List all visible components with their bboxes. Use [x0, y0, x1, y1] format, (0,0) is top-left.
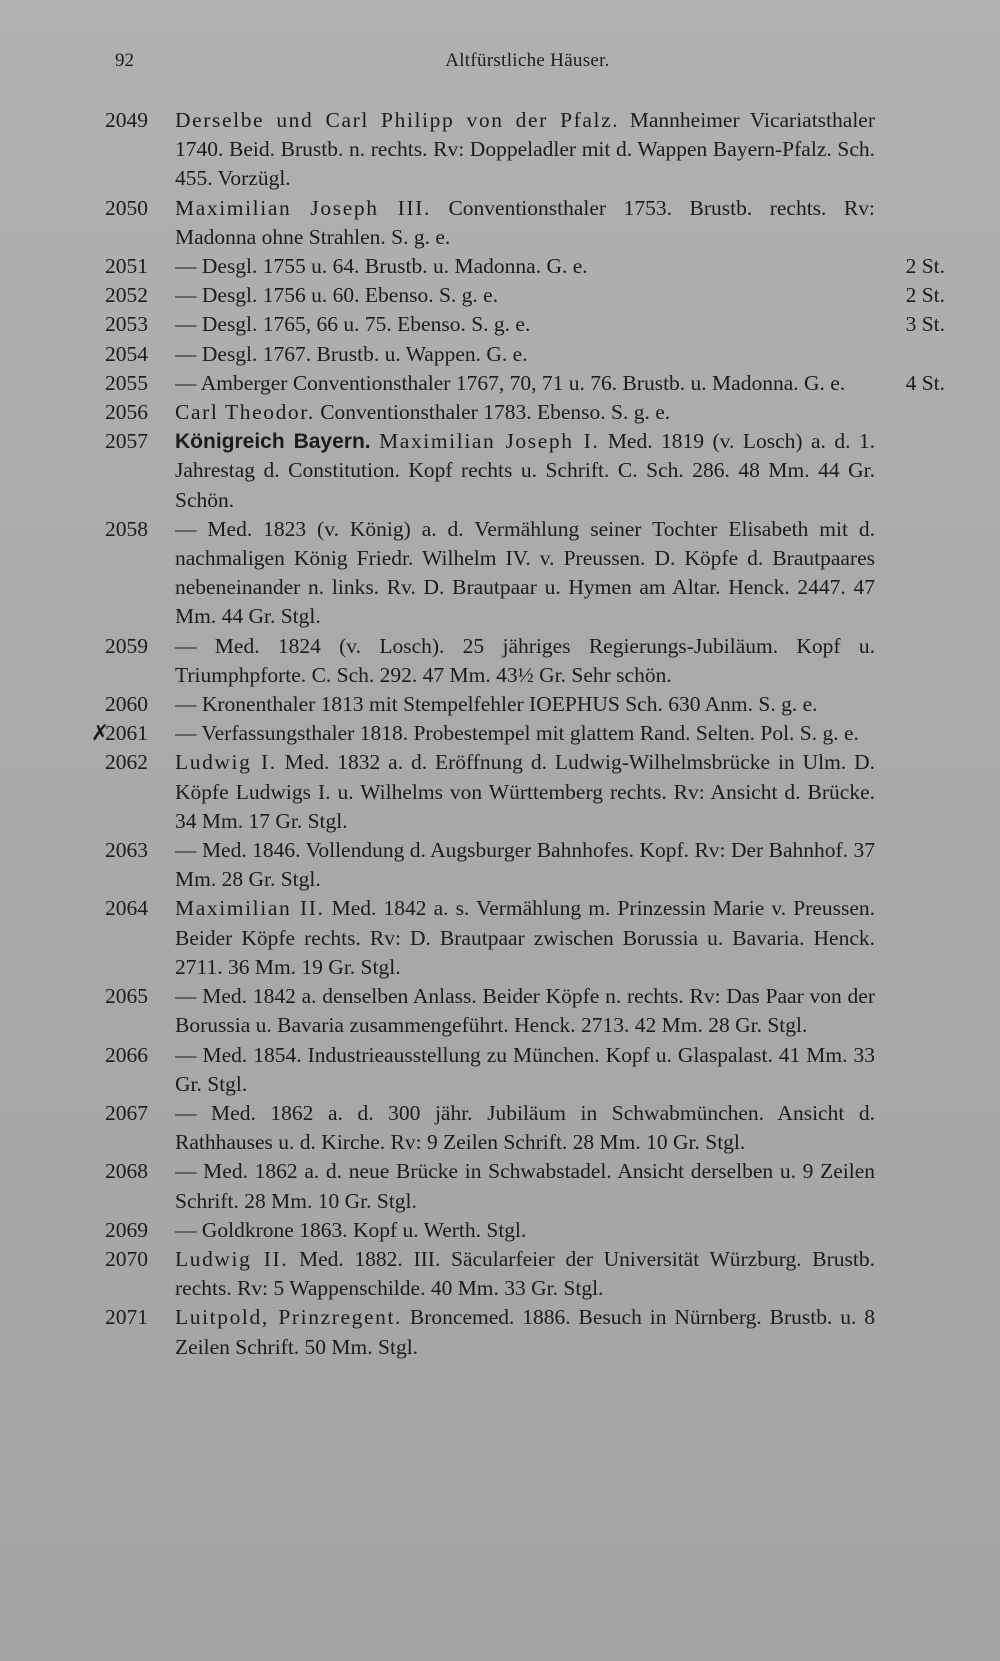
entry-quantity: 4 St. — [905, 370, 945, 395]
entry-text: Conventionsthaler 1783. Ebenso. S. g. e. — [320, 400, 671, 425]
entry-number: 2056 — [105, 400, 148, 425]
ruler-name: Carl Theodor. — [175, 400, 315, 425]
catalog-entry — [105, 1245, 945, 1303]
entry-text: — Med. 1862 a. d. 300 jähr. Jubiläum in Schwabmünchen. Ansicht d. Rathhauses u. d. Kirche. Rv: 9 Zeilen Schrift. 28 Mm. 10 Gr. Stgl. — [175, 1100, 875, 1155]
entry-number: 2057 — [105, 429, 148, 454]
entry-text: — Med. 1824 (v. Losch). 25 jähriges Regierungs-Jubiläum. Kopf u. Triumphpforte. C. Sch. 292. 47 Mm. 43½ Gr. Sehr schön. — [175, 633, 875, 687]
page-number: 92 — [115, 50, 134, 71]
ruler-name: Maximilian Joseph III. — [175, 195, 431, 220]
entry-text: Med. 1832 a. d. Eröffnung d. Ludwig-Wilhelmsbrücke in Ulm. D. Köpfe Ludwigs I. u. Wilhelms von Württemberg rechts. Rv: Ansicht d. Brücke. 34 Mm. 17 Gr. Stgl. — [175, 750, 875, 833]
entry-text: — Desgl. 1756 u. 60. Ebenso. S. g. e. — [175, 283, 499, 308]
catalog-entry — [105, 1041, 945, 1099]
entry-number: 2068 — [105, 1159, 148, 1184]
entry-number: 2070 — [105, 1246, 148, 1271]
catalog-entries — [91, 106, 945, 1362]
entry-number: 2065 — [105, 984, 148, 1009]
page-header — [115, 50, 940, 80]
entry-description — [175, 836, 875, 894]
catalog-entry — [105, 369, 945, 398]
entry-number: 2055 — [105, 370, 148, 395]
entry-description — [175, 632, 875, 690]
entry-text: — Med. 1842 a. denselben Anlass. Beider Köpfe n. rechts. Rv: Das Paar von der Borussia u. Bavaria zusammengeführt. Henck. 2713. 42 Mm. 28 Gr. Stgl. — [175, 984, 875, 1038]
catalog-entry — [105, 1216, 945, 1245]
entry-description — [175, 427, 875, 515]
entry-description — [175, 1099, 875, 1157]
section-heading: Königreich Bayern. — [175, 430, 371, 454]
entry-description — [175, 894, 875, 982]
catalog-entry — [105, 1099, 945, 1157]
entry-number: 2064 — [105, 896, 148, 921]
handwritten-mark: ✗ — [91, 721, 110, 746]
entry-number: 2063 — [105, 838, 148, 863]
catalog-entry — [105, 340, 945, 369]
catalog-entry — [105, 515, 945, 632]
entry-description — [175, 340, 875, 369]
entry-quantity: 3 St. — [905, 312, 945, 337]
entry-description — [175, 310, 875, 339]
entry-description — [175, 1245, 875, 1303]
entry-text: — Verfassungsthaler 1818. Probestempel mit glattem Rand. Selten. Pol. S. g. e. — [175, 721, 859, 746]
entry-description — [175, 1303, 875, 1361]
entry-text: — Kronenthaler 1813 mit Stempelfehler IOEPHUS Sch. 630 Anm. S. g. e. — [175, 692, 818, 717]
catalog-entry — [105, 194, 945, 252]
entry-text: — Desgl. 1755 u. 64. Brustb. u. Madonna. G. e. — [175, 254, 588, 279]
entry-description — [175, 281, 875, 310]
entry-text: — Med. 1846. Vollendung d. Augsburger Bahnhofes. Kopf. Rv: Der Bahnhof. 37 Mm. 28 Gr. Stgl. — [175, 838, 875, 892]
entry-number: 2049 — [105, 108, 148, 132]
entry-number: 2059 — [105, 633, 148, 658]
ruler-name: Ludwig II. — [175, 1246, 289, 1271]
entry-quantity: 2 St. — [905, 254, 945, 279]
entry-description — [175, 369, 875, 398]
entry-text: Conventionsthaler 1753. Brustb. rechts. Rv: Madonna ohne Strahlen. S. g. e. — [175, 195, 876, 249]
entry-description — [175, 719, 875, 748]
entry-description — [175, 194, 875, 252]
ruler-name: Luitpold, Prinzregent. — [175, 1305, 402, 1330]
entry-text: Med. 1819 (v. Losch) a. d. 1. Jahrestag d. Constitution. Kopf rechts u. Schrift. C. Sch. 286. 48 Mm. 44 Gr. Schön. — [175, 429, 876, 512]
catalog-entry — [105, 310, 945, 339]
entry-number: 2054 — [105, 341, 148, 366]
entry-number: 2058 — [105, 516, 148, 541]
running-title: Altfürstliche Häuser. — [445, 50, 610, 71]
entry-number: 2066 — [105, 1042, 148, 1067]
entry-number: 2071 — [105, 1305, 148, 1330]
entry-description — [175, 252, 875, 281]
entry-text: — Desgl. 1765, 66 u. 75. Ebenso. S. g. e. — [175, 312, 531, 337]
ruler-name: Derselbe und Carl Philipp von der Pfalz. — [175, 108, 620, 132]
catalog-entry — [105, 427, 945, 515]
entry-number: 2069 — [105, 1217, 148, 1242]
entry-description — [175, 398, 875, 427]
entry-text: — Med. 1862 a. d. neue Brücke in Schwabstadel. Ansicht derselben u. 9 Zeilen Schrift. 28 Mm. 10 Gr. Stgl. — [175, 1159, 875, 1213]
catalog-entry — [105, 106, 945, 194]
catalog-entry — [105, 632, 945, 690]
entry-number: 2061 — [105, 721, 148, 746]
ruler-name: Maximilian II. — [175, 896, 325, 921]
entry-number: 2067 — [105, 1100, 148, 1125]
entry-number: 2050 — [105, 195, 148, 220]
entry-number: 2051 — [105, 254, 148, 279]
catalog-entry — [105, 748, 945, 836]
entry-description — [175, 748, 875, 836]
entry-number: 2060 — [105, 692, 148, 717]
entry-description — [175, 515, 875, 632]
entry-text: — Desgl. 1767. Brustb. u. Wappen. G. e. — [175, 341, 528, 366]
catalog-entry — [105, 1303, 945, 1361]
entry-description — [175, 1041, 875, 1099]
catalog-entry — [105, 982, 945, 1040]
catalog-entry — [105, 1157, 945, 1215]
catalog-entry — [105, 894, 945, 982]
entry-number: 2062 — [105, 750, 148, 775]
entry-text: — Med. 1823 (v. König) a. d. Vermählung seiner Tochter Elisabeth mit d. nachmaligen König Friedr. Wilhelm IV. v. Preussen. D. Köpfe d. Brautpaares nebeneinander n. links. Rv. D. Brautpaar u. Hymen am Altar. Henck. 2447. 47 Mm. 44 Gr. Stgl. — [175, 516, 875, 629]
entry-description — [175, 106, 875, 194]
entry-text: — Amberger Conventionsthaler 1767, 70, 71 u. 76. Brustb. u. Madonna. G. e. — [175, 370, 846, 395]
entry-text: — Med. 1854. Industrieausstellung zu München. Kopf u. Glaspalast. 41 Mm. 33 Gr. Stgl. — [175, 1042, 875, 1096]
entry-quantity: 2 St. — [905, 283, 945, 308]
entry-number: 2053 — [105, 312, 148, 337]
entry-description — [175, 690, 875, 719]
entry-text: Broncemed. 1886. Besuch in Nürnberg. Brustb. u. 8 Zeilen Schrift. 50 Mm. Stgl. — [175, 1305, 875, 1359]
entry-description — [175, 1157, 875, 1215]
catalog-entry — [105, 281, 945, 310]
catalog-entry — [105, 398, 945, 427]
entry-description — [175, 1216, 875, 1245]
entry-text: Mannheimer Vicariatsthaler 1740. Beid. Brustb. n. rechts. Rv: Doppeladler mit d. Wappen Bayern-Pfalz. Sch. 455. Vorzügl. — [175, 108, 875, 191]
catalog-entry — [105, 690, 945, 719]
entry-text: Med. 1882. III. Säcularfeier der Universität Würzburg. Brustb. rechts. Rv: 5 Wappenschilde. 40 Mm. 33 Gr. Stgl. — [175, 1246, 876, 1301]
entry-text: Med. 1842 a. s. Vermählung m. Prinzessin Marie v. Preussen. Beider Köpfe rechts. Rv: D. Brautpaar zwischen Borussia u. Bavaria. Henck. 2711. 36 Mm. 19 Gr. Stgl. — [175, 896, 876, 979]
catalog-entry — [105, 252, 945, 281]
ruler-name: Maximilian Joseph I. — [379, 429, 600, 454]
entry-text: — Goldkrone 1863. Kopf u. Werth. Stgl. — [175, 1217, 527, 1242]
entry-number: 2052 — [105, 283, 148, 308]
ruler-name: Ludwig I. — [175, 750, 277, 775]
entry-description — [175, 982, 875, 1040]
catalog-entry — [91, 719, 945, 748]
catalog-entry — [105, 836, 945, 894]
